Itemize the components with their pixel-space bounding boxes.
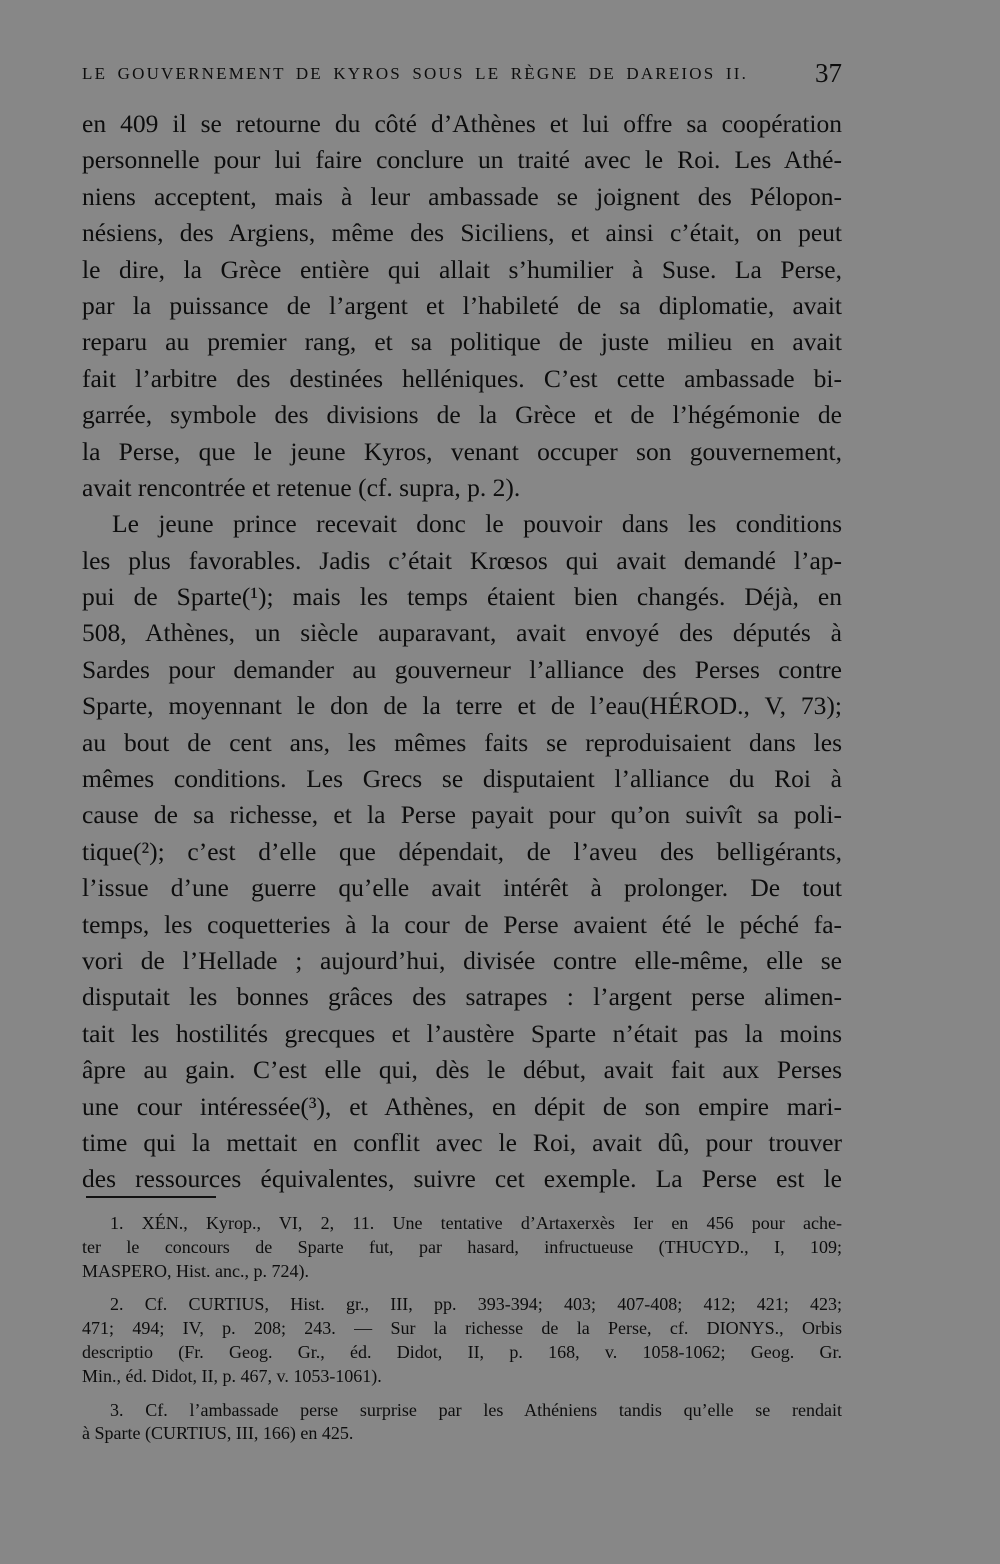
text-line: vori de l’Hellade ; aujourd’hui, divisée contre elle-même, elle se bbox=[82, 945, 842, 975]
text-line: en 409 il se retourne du côté d’Athènes et lui offre sa coopération bbox=[82, 109, 842, 138]
text-line: une cour intéressée(³), et Athènes, en dépit de son empire mari- bbox=[82, 1091, 842, 1121]
footnote-line: 471; 494; IV, p. 208; 243. — Sur la richesse de la Perse, cf. DIONYS., Orbis bbox=[82, 1318, 842, 1339]
footnote-line: à Sparte (CURTIUS, III, 166) en 425. bbox=[82, 1423, 354, 1444]
text-line: au bout de cent ans, les mêmes faits se reproduisaient dans les bbox=[82, 727, 842, 757]
text-line: par la puissance de l’argent et l’habileté de sa diplomatie, avait bbox=[82, 290, 842, 320]
footnote-line: ter le concours de Sparte fut, par hasard, infructueuse (THUCYD., I, 109; bbox=[82, 1236, 842, 1257]
text-line: pui de Sparte(¹); mais les temps étaient bien changés. Déjà, en bbox=[82, 582, 842, 612]
page-header bbox=[82, 58, 842, 92]
footnote-line: 3. Cf. l’ambassade perse surprise par les Athéniens tandis qu’elle se rendait bbox=[110, 1399, 842, 1420]
text-line: l’issue d’une guerre qu’elle avait intérêt à prolonger. De tout bbox=[82, 873, 842, 903]
text-line: 508, Athènes, un siècle auparavant, avait envoyé des députés à bbox=[82, 618, 842, 648]
footnote-line: Min., éd. Didot, II, p. 467, v. 1053-1061). bbox=[82, 1365, 382, 1386]
text-line: les plus favorables. Jadis c’était Krœsos qui avait demandé l’ap- bbox=[82, 545, 842, 575]
text-line: mêmes conditions. Les Grecs se disputaient l’alliance du Roi à bbox=[82, 764, 842, 794]
text-line: avait rencontrée et retenue (cf. supra, p. 2). bbox=[82, 472, 521, 502]
main-text bbox=[82, 106, 842, 1198]
page-number: 37 bbox=[815, 58, 842, 88]
text-line: reparu au premier rang, et sa politique de juste milieu en avait bbox=[82, 327, 842, 357]
running-title: LE GOUVERNEMENT DE KYROS SOUS LE RÈGNE DE DAREIOS II. bbox=[82, 64, 749, 83]
text-line: tait les hostilités grecques et l’austère Sparte n’était pas la moins bbox=[82, 1018, 842, 1048]
text-line: niens acceptent, mais à leur ambassade se joignent des Pélopon- bbox=[82, 181, 842, 211]
text-line: temps, les coquetteries à la cour de Perse avaient été le péché fa- bbox=[82, 909, 842, 939]
text-line: Le jeune prince recevait donc le pouvoir dans les conditions bbox=[112, 509, 842, 539]
footnote-line: 1. XÉN., Kyrop., VI, 2, 11. Une tentative d’Artaxerxès Ier en 456 pour ache- bbox=[110, 1213, 842, 1233]
footnote-line: descriptio (Fr. Geog. Gr., éd. Didot, II, p. 168, v. 1058-1062; Geog. Gr. bbox=[82, 1341, 842, 1362]
text-line: disputait les bonnes grâces des satrapes : l’argent perse alimen- bbox=[82, 982, 842, 1012]
text-line: des ressources équivalentes, suivre cet exemple. La Perse est le bbox=[82, 1164, 842, 1194]
footnote-separator bbox=[86, 1196, 216, 1198]
text-line: le dire, la Grèce entière qui allait s’humilier à Suse. La Perse, bbox=[82, 254, 842, 284]
text-line: Sparte, moyennant le don de la terre et de l’eau(HÉROD., V, 73); bbox=[82, 691, 842, 721]
text-line: la Perse, que le jeune Kyros, venant occuper son gouvernement, bbox=[82, 436, 842, 466]
text-line: tique(²); c’est d’elle que dépendait, de l’aveu des belligérants, bbox=[82, 836, 842, 866]
text-line: Sardes pour demander au gouverneur l’alliance des Perses contre bbox=[82, 654, 842, 684]
footnotes bbox=[82, 1212, 842, 1446]
text-line: âpre au gain. C’est elle qui, dès le début, avait fait aux Perses bbox=[82, 1055, 842, 1085]
text-line: garrée, symbole des divisions de la Grèce et de l’hégémonie de bbox=[82, 400, 842, 430]
text-line: nésiens, des Argiens, même des Siciliens, et ainsi c’était, on peut bbox=[82, 218, 842, 248]
text-line: time qui la mettait en conflit avec le Roi, avait dû, pour trouver bbox=[82, 1127, 842, 1157]
text-line: personnelle pour lui faire conclure un traité avec le Roi. Les Athé- bbox=[82, 145, 842, 175]
text-line: cause de sa richesse, et la Perse payait pour qu’on suivît sa poli- bbox=[82, 800, 842, 830]
footnote-line: 2. Cf. CURTIUS, Hist. gr., III, pp. 393-394; 403; 407-408; 412; 421; 423; bbox=[110, 1294, 842, 1315]
footnote-line: MASPERO, Hist. anc., p. 724). bbox=[82, 1260, 310, 1281]
text-line: fait l’arbitre des destinées helléniques. C’est cette ambassade bi- bbox=[82, 363, 842, 393]
